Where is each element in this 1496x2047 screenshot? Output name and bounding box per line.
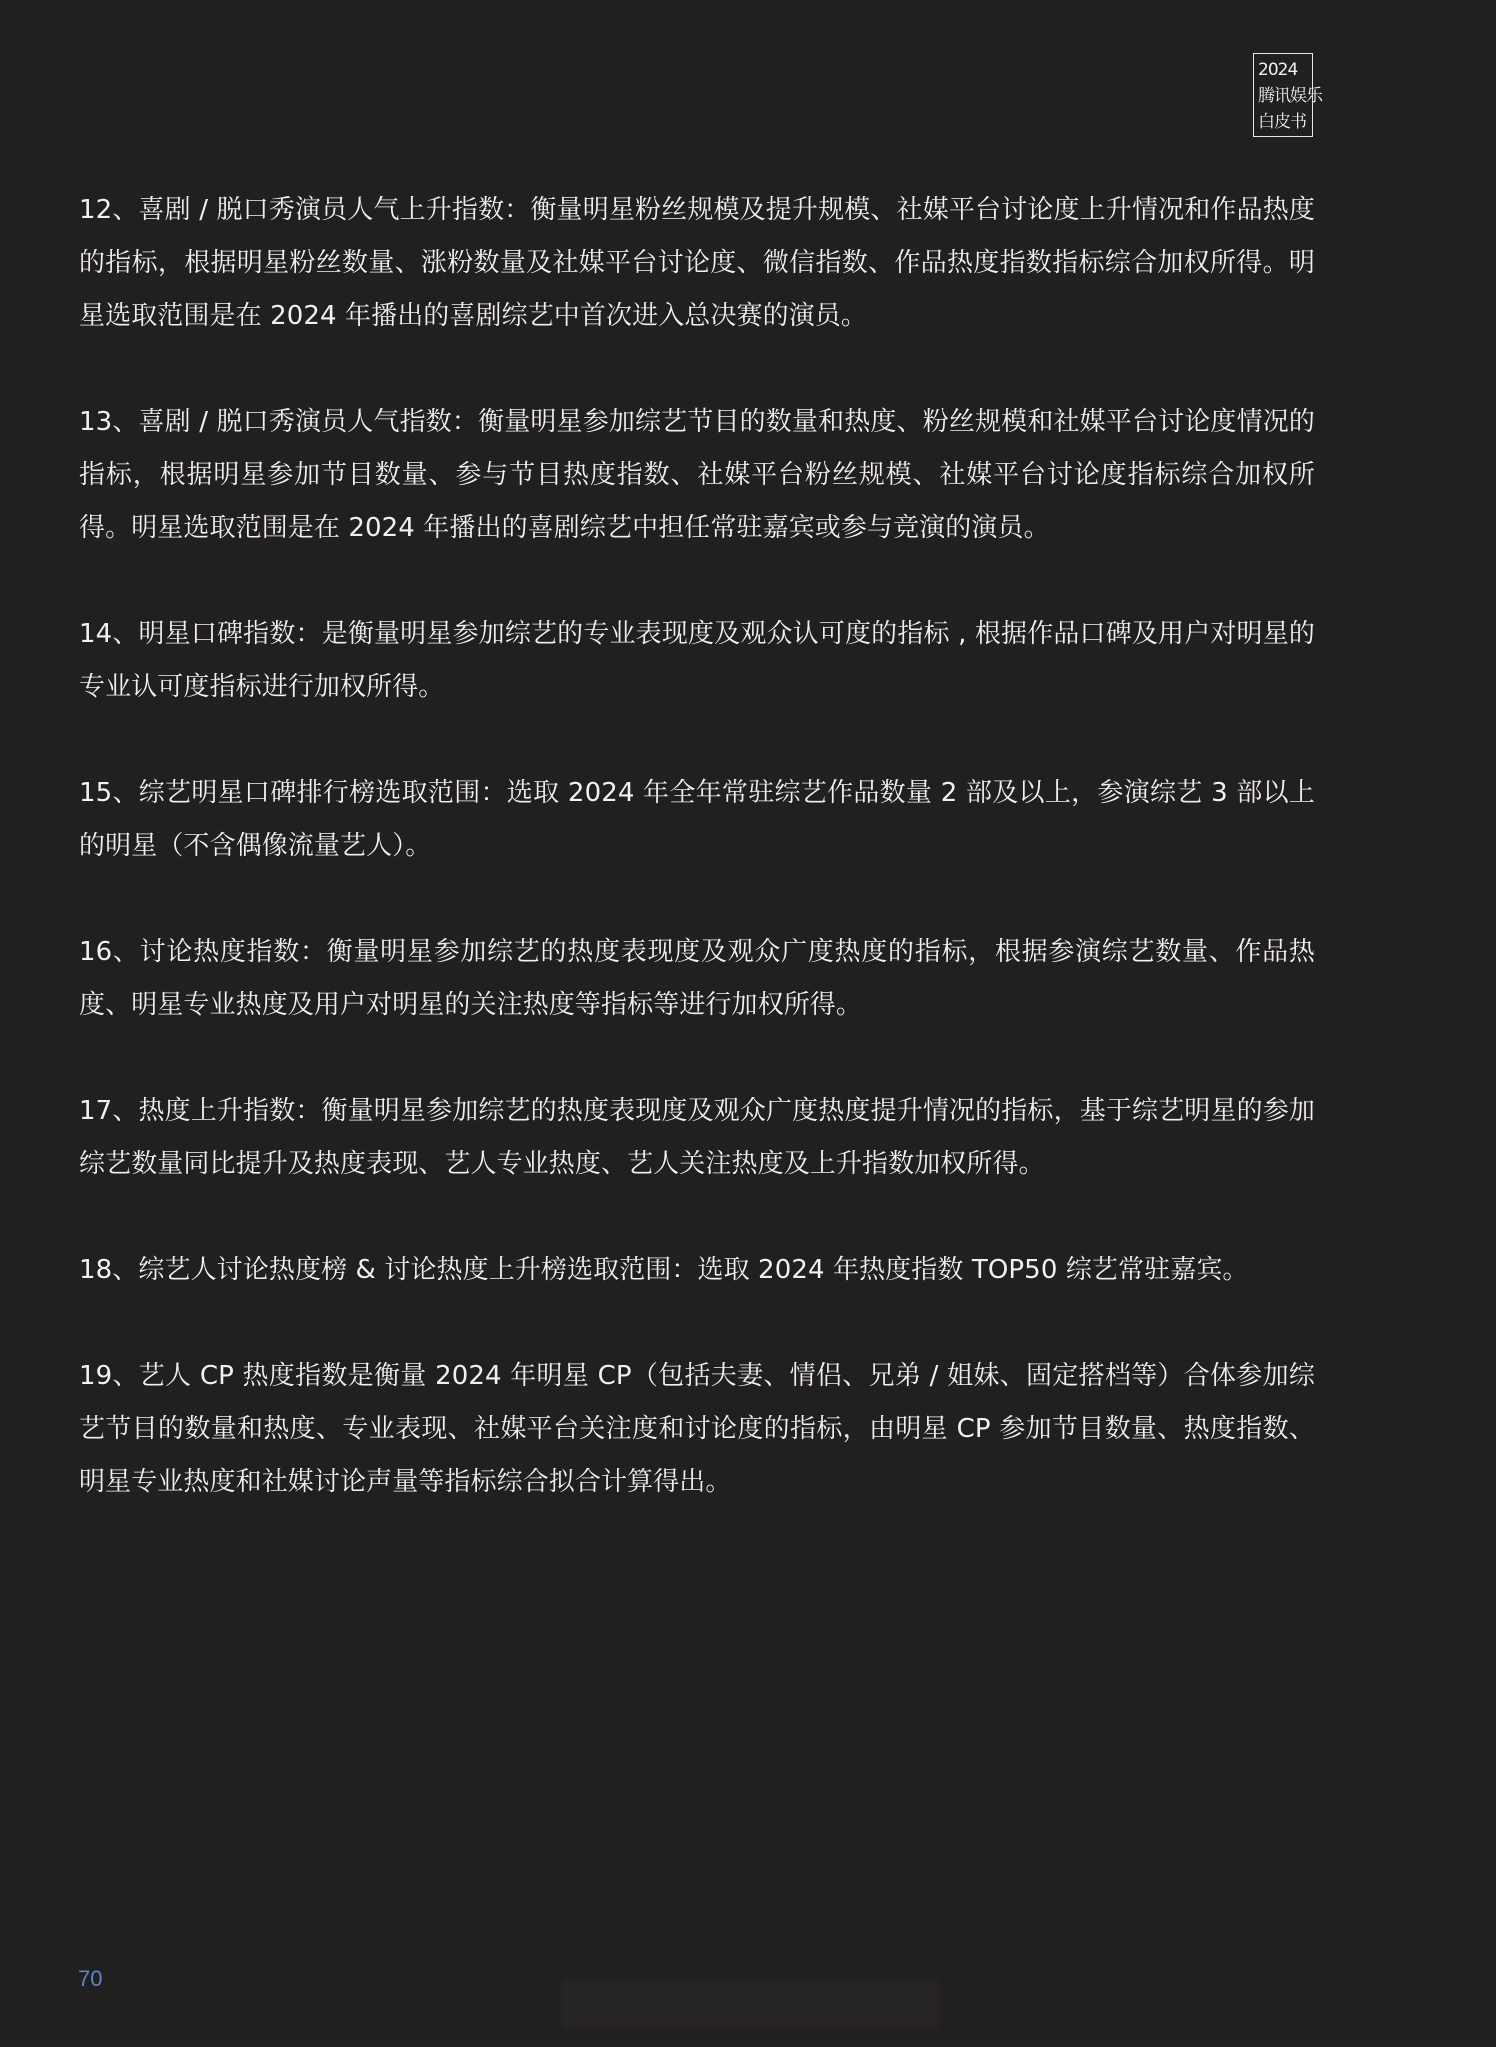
definitions-list: [79, 184, 1315, 1562]
definition-item-16: 16、讨论热度指数：衡量明星参加综艺的热度表现度及观众广度热度的指标，根据参演综艺数量、作品热度、明星专业热度及用户对明星的关注热度等指标等进行加权所得。: [79, 937, 1315, 1020]
badge-title-line2: 白皮书: [1258, 112, 1306, 132]
badge-year: 2024: [1258, 60, 1298, 80]
badge-title-line1: 腾讯娱乐: [1258, 86, 1322, 106]
definition-item-17: 17、热度上升指数：衡量明星参加综艺的热度表现度及观众广度热度提升情况的指标，基于综艺明星的参加综艺数量同比提升及热度表现、艺人专业热度、艺人关注热度及上升指数加权所得。: [79, 1096, 1315, 1179]
definition-item-18: 18、综艺人讨论热度榜 & 讨论热度上升榜选取范围：选取 2024 年热度指数 TOP50 综艺常驻嘉宾。: [79, 1255, 1249, 1285]
definition-item-15: 15、综艺明星口碑排行榜选取范围：选取 2024 年全年常驻综艺作品数量 2 部及以上，参演综艺 3 部以上的明星（不含偶像流量艺人）。: [79, 778, 1315, 861]
definition-item-14: 14、明星口碑指数：是衡量明星参加综艺的专业表现度及观众认可度的指标 , 根据作品口碑及用户对明星的专业认可度指标进行加权所得。: [79, 619, 1315, 702]
definition-item-13: 13、喜剧 / 脱口秀演员人气指数：衡量明星参加综艺节目的数量和热度、粉丝规模和社媒平台讨论度情况的指标，根据明星参加节目数量、参与节目热度指数、社媒平台粉丝规模、社媒平台讨论度指标综合加权所得。明星选取范围是在 2024 年播出的喜剧综艺中担任常驻嘉宾或参与竞演的演员。: [79, 407, 1315, 543]
page-number: 70: [78, 1966, 103, 1991]
definition-item-19: 19、艺人 CP 热度指数是衡量 2024 年明星 CP（包括夫妻、情侣、兄弟 / 姐妹、固定搭档等）合体参加综艺节目的数量和热度、专业表现、社媒平台关注度和讨论度的指标，由明星 CP 参加节目数量、热度指数、明星专业热度和社媒讨论声量等指标综合拟合计算得出。: [79, 1361, 1315, 1497]
faint-watermark: [560, 1978, 940, 2030]
whitepaper-badge: [1253, 53, 1322, 137]
definition-item-12: 12、喜剧 / 脱口秀演员人气上升指数：衡量明星粉丝规模及提升规模、社媒平台讨论度上升情况和作品热度的指标，根据明星粉丝数量、涨粉数量及社媒平台讨论度、微信指数、作品热度指数指标综合加权所得。明星选取范围是在 2024 年播出的喜剧综艺中首次进入总决赛的演员。: [79, 195, 1315, 331]
